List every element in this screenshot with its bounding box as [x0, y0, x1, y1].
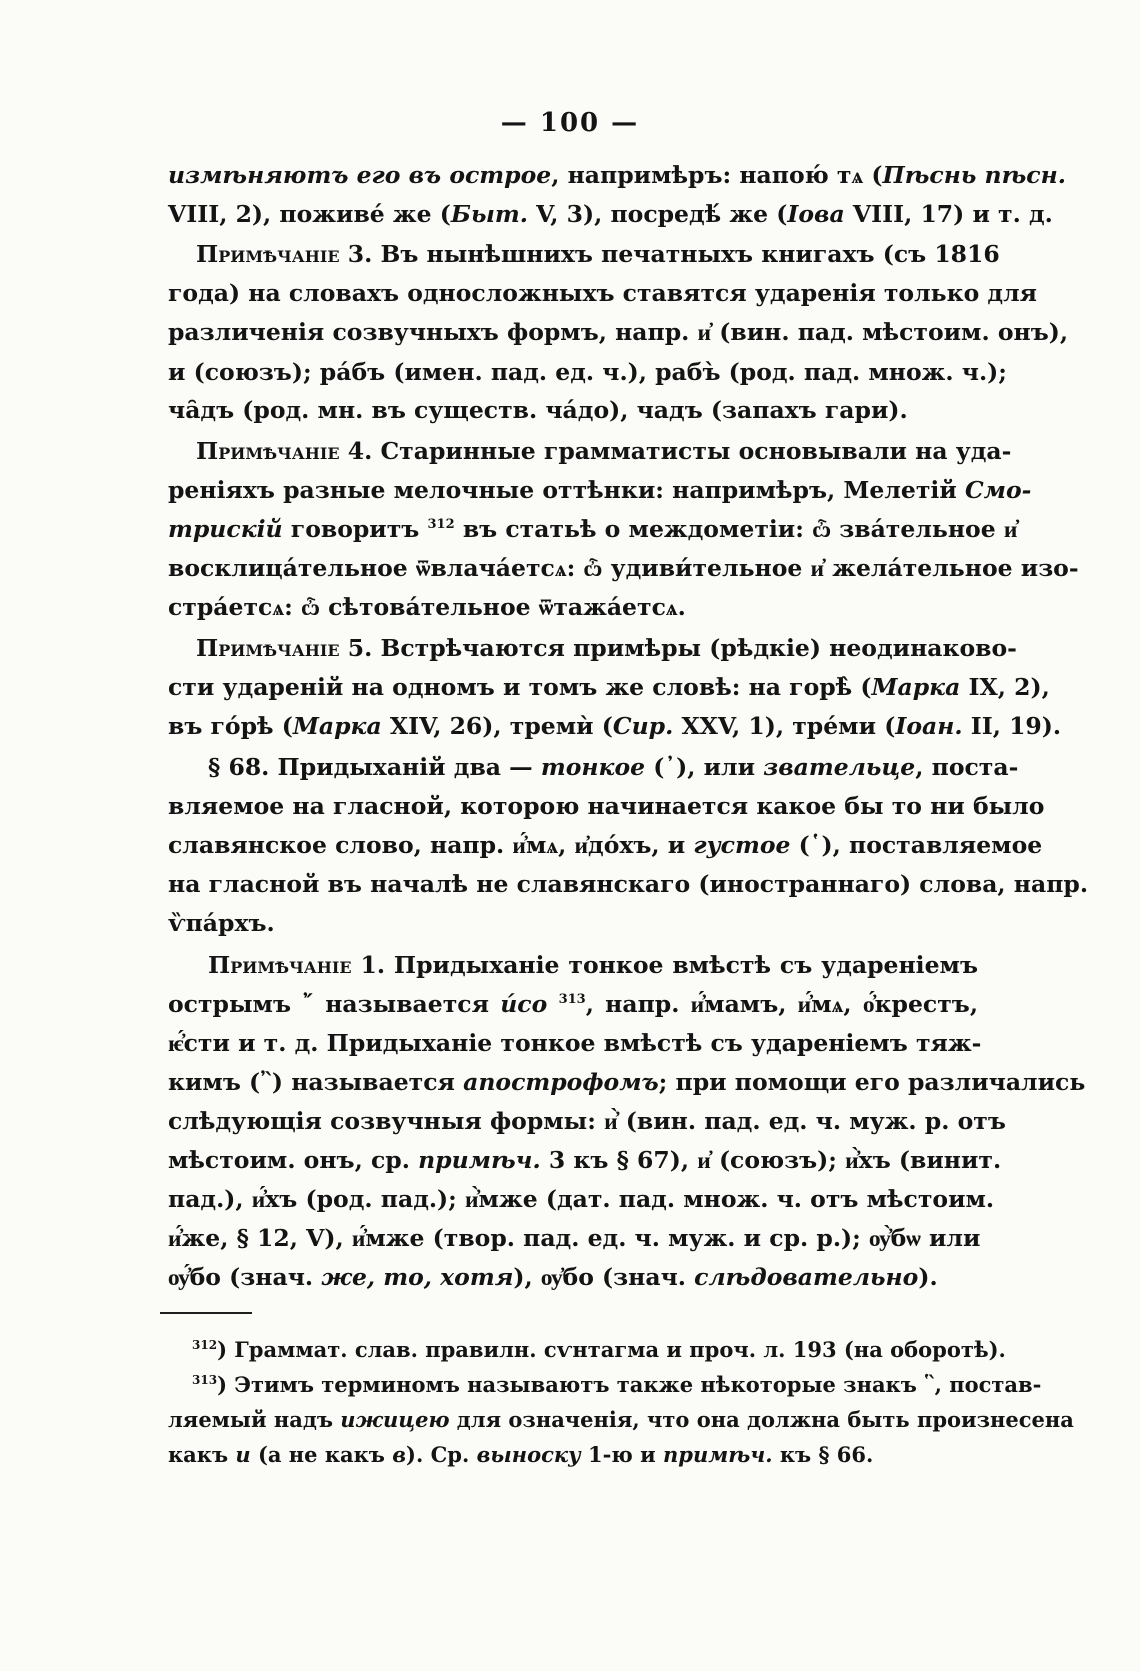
citation: Пѣснь пѣсн. [882, 161, 1066, 189]
term: и [235, 1442, 251, 1467]
text-line-2: VIII, 2), поживе́ же (Быт. V, 3), посредѣ́ же (Іова VIII, 17) и т. д. [168, 200, 1053, 228]
note-3-line-4: и (союзъ); ра́бъ (имен. пад. ед. ч.), рабъ̀ (род. пад. множ. ч.); [168, 358, 1007, 386]
note-1-line-7: пад.), и҆́хъ (род. пад.); и҆̀мже (дат. пад. множ. ч. отъ мѣстоим. [168, 1185, 995, 1213]
footnote-312: $^{312}$) Граммат. слав. правилн. сѵнтагма и проч. л. 193 (на оборотѣ). [192, 1337, 1006, 1362]
note-5-line-2: сти удареній на одномъ и томъ же словѣ: на горѣ̀ (Марка IX, 2), [168, 673, 1050, 701]
term: выноску [476, 1442, 581, 1467]
italic-phrase: измѣняютъ его въ острое [168, 161, 552, 189]
note-4-line-2: реніяхъ разные мелочные оттѣнки: напримѣръ, Мелетій Смо- [168, 476, 1032, 504]
note-1-line-3: ѥ҆́сти и т. д. Придыханіе тонкое вмѣстѣ съ удареніемъ тяж- [168, 1029, 982, 1057]
footnote-ref-313: 313 [558, 992, 586, 1007]
section-68-line-5: ѷпа́рхъ. [168, 909, 275, 937]
citation: Быт. [450, 200, 528, 228]
citation: Іоан. [895, 712, 963, 740]
footnote-number: 312 [192, 1338, 218, 1352]
note-1-line-2: острымъ ῎ называется и́со $^{313}$, напр. и҆́мамъ, и҆́мѧ, о҆́крестъ, [168, 990, 979, 1018]
citation: Марка [871, 673, 961, 701]
note-3-line-1: Примѣчаніе 3. Въ нынѣшнихъ печатныхъ книгахъ (съ 1816 [196, 240, 1000, 268]
term: и́со [500, 990, 548, 1018]
note-4-line-5: стра́етсѧ: ѽ сѣтова́тельное ѿтажа́етсѧ. [168, 593, 686, 621]
footnote-313-line-1: $^{313}$) Этимъ терминомъ называютъ также нѣкоторые знакъ ῝, постав- [192, 1372, 1042, 1397]
note-1-line-1: Примѣчаніе 1. Придыханіе тонкое вмѣстѣ съ удареніемъ [208, 951, 978, 979]
note-1-line-6: мѣстоим. онъ, ср. примѣч. 3 къ § 67), и҆ (союзъ); и҆̀хъ (винит. [168, 1146, 1002, 1174]
footnote-313-line-3: какъ и (а не какъ в). Ср. выноску 1-ю и примѣч. къ § 66. [168, 1442, 874, 1467]
note-heading: Примѣчаніе 5. [196, 634, 373, 662]
footnote-313-line-2: ляемый надъ ижицею для означенія, что она должна быть произнесена [168, 1407, 1074, 1432]
section-68-line-2: вляемое на гласной, которою начинается какое бы то ни было [168, 792, 1045, 820]
note-heading: Примѣчаніе 4. [196, 437, 373, 465]
note-heading: Примѣчаніе 3. [196, 240, 373, 268]
note-3-line-2: года) на словахъ односложныхъ ставятся ударенія только для [168, 279, 1038, 307]
term: примѣч. [418, 1146, 541, 1174]
note-5-line-1: Примѣчаніе 5. Встрѣчаются примѣры (рѣдкіе) неодинаково- [196, 634, 1017, 662]
term: в [392, 1442, 407, 1467]
note-1-line-5: слѣдующія созвучныя формы: и҆̀ (вин. пад. ед. ч. муж. р. отъ [168, 1107, 1006, 1135]
note-1-line-8: и҆́же, § 12, V), и҆́мже (твор. пад. ед. ч. муж. и ср. р.); ѹ҆̀бѡ или [168, 1224, 981, 1252]
term: ижицею [340, 1407, 450, 1432]
note-5-line-3: въ го́рѣ (Марка XIV, 26), тремѝ (Сир. XXV, 1), тре́ми (Іоан. II, 19). [168, 712, 1062, 740]
term: примѣч. [663, 1442, 773, 1467]
author-name: Смо- [964, 476, 1032, 504]
term: тонкое [540, 753, 646, 781]
text-line-1: измѣняютъ его въ острое, напримѣръ: напою́ тѧ (Пѣснь пѣсн. [168, 161, 1066, 189]
author-name: трискій [168, 515, 283, 543]
term: апострофомъ [463, 1068, 659, 1096]
note-3-line-3: различенія созвучныхъ формъ, напр. и҆ (вин. пад. мѣстоим. онъ), [168, 318, 1069, 346]
term: звательце [763, 753, 916, 781]
section-68-line-4: на гласной въ началѣ не славянскаго (иностраннаго) слова, напр. [168, 870, 1089, 898]
footnote-ref-312: 312 [427, 517, 455, 532]
note-4-line-1: Примѣчаніе 4. Старинные грамматисты основывали на уда- [196, 437, 1012, 465]
note-3-line-5: ча̑дъ (род. мн. въ существ. ча́до), чадъ (запахъ гари). [168, 396, 908, 424]
footnote-separator [160, 1312, 252, 1314]
note-1-line-4: кимъ (῍) называется апострофомъ; при помощи его различались [168, 1068, 1086, 1096]
term: слѣдовательно [694, 1263, 919, 1291]
citation: Сир. [612, 712, 674, 740]
page-number: — 100 — [500, 108, 640, 138]
term: же, то, хотя [321, 1263, 514, 1291]
note-4-line-3: трискій говоритъ $^{312}$ въ статьѣ о междометіи: ѽ зва́тельное и҆ [168, 515, 1018, 543]
citation: Марка [292, 712, 382, 740]
footnote-number: 313 [192, 1373, 218, 1387]
section-68-line-1: § 68. Придыханій два — тонкое (᾿), или звательце, поста- [208, 753, 1019, 781]
section-68-line-3: славянское слово, напр. и҆́мѧ, и҆до́хъ, и густое (῾), поставляемое [168, 831, 1043, 859]
citation: Іова [787, 200, 845, 228]
term: густое [693, 831, 791, 859]
note-4-line-4: восклица́тельное ѿвлача́етсѧ: ѽ удиви́тельное и҆ жела́тельное изо- [168, 554, 1079, 582]
note-heading: Примѣчаніе 1. [208, 951, 386, 979]
note-1-line-9: ѹ҆́бо (знач. же, то, хотя), ѹ҆бо (знач. слѣдовательно). [168, 1263, 938, 1291]
